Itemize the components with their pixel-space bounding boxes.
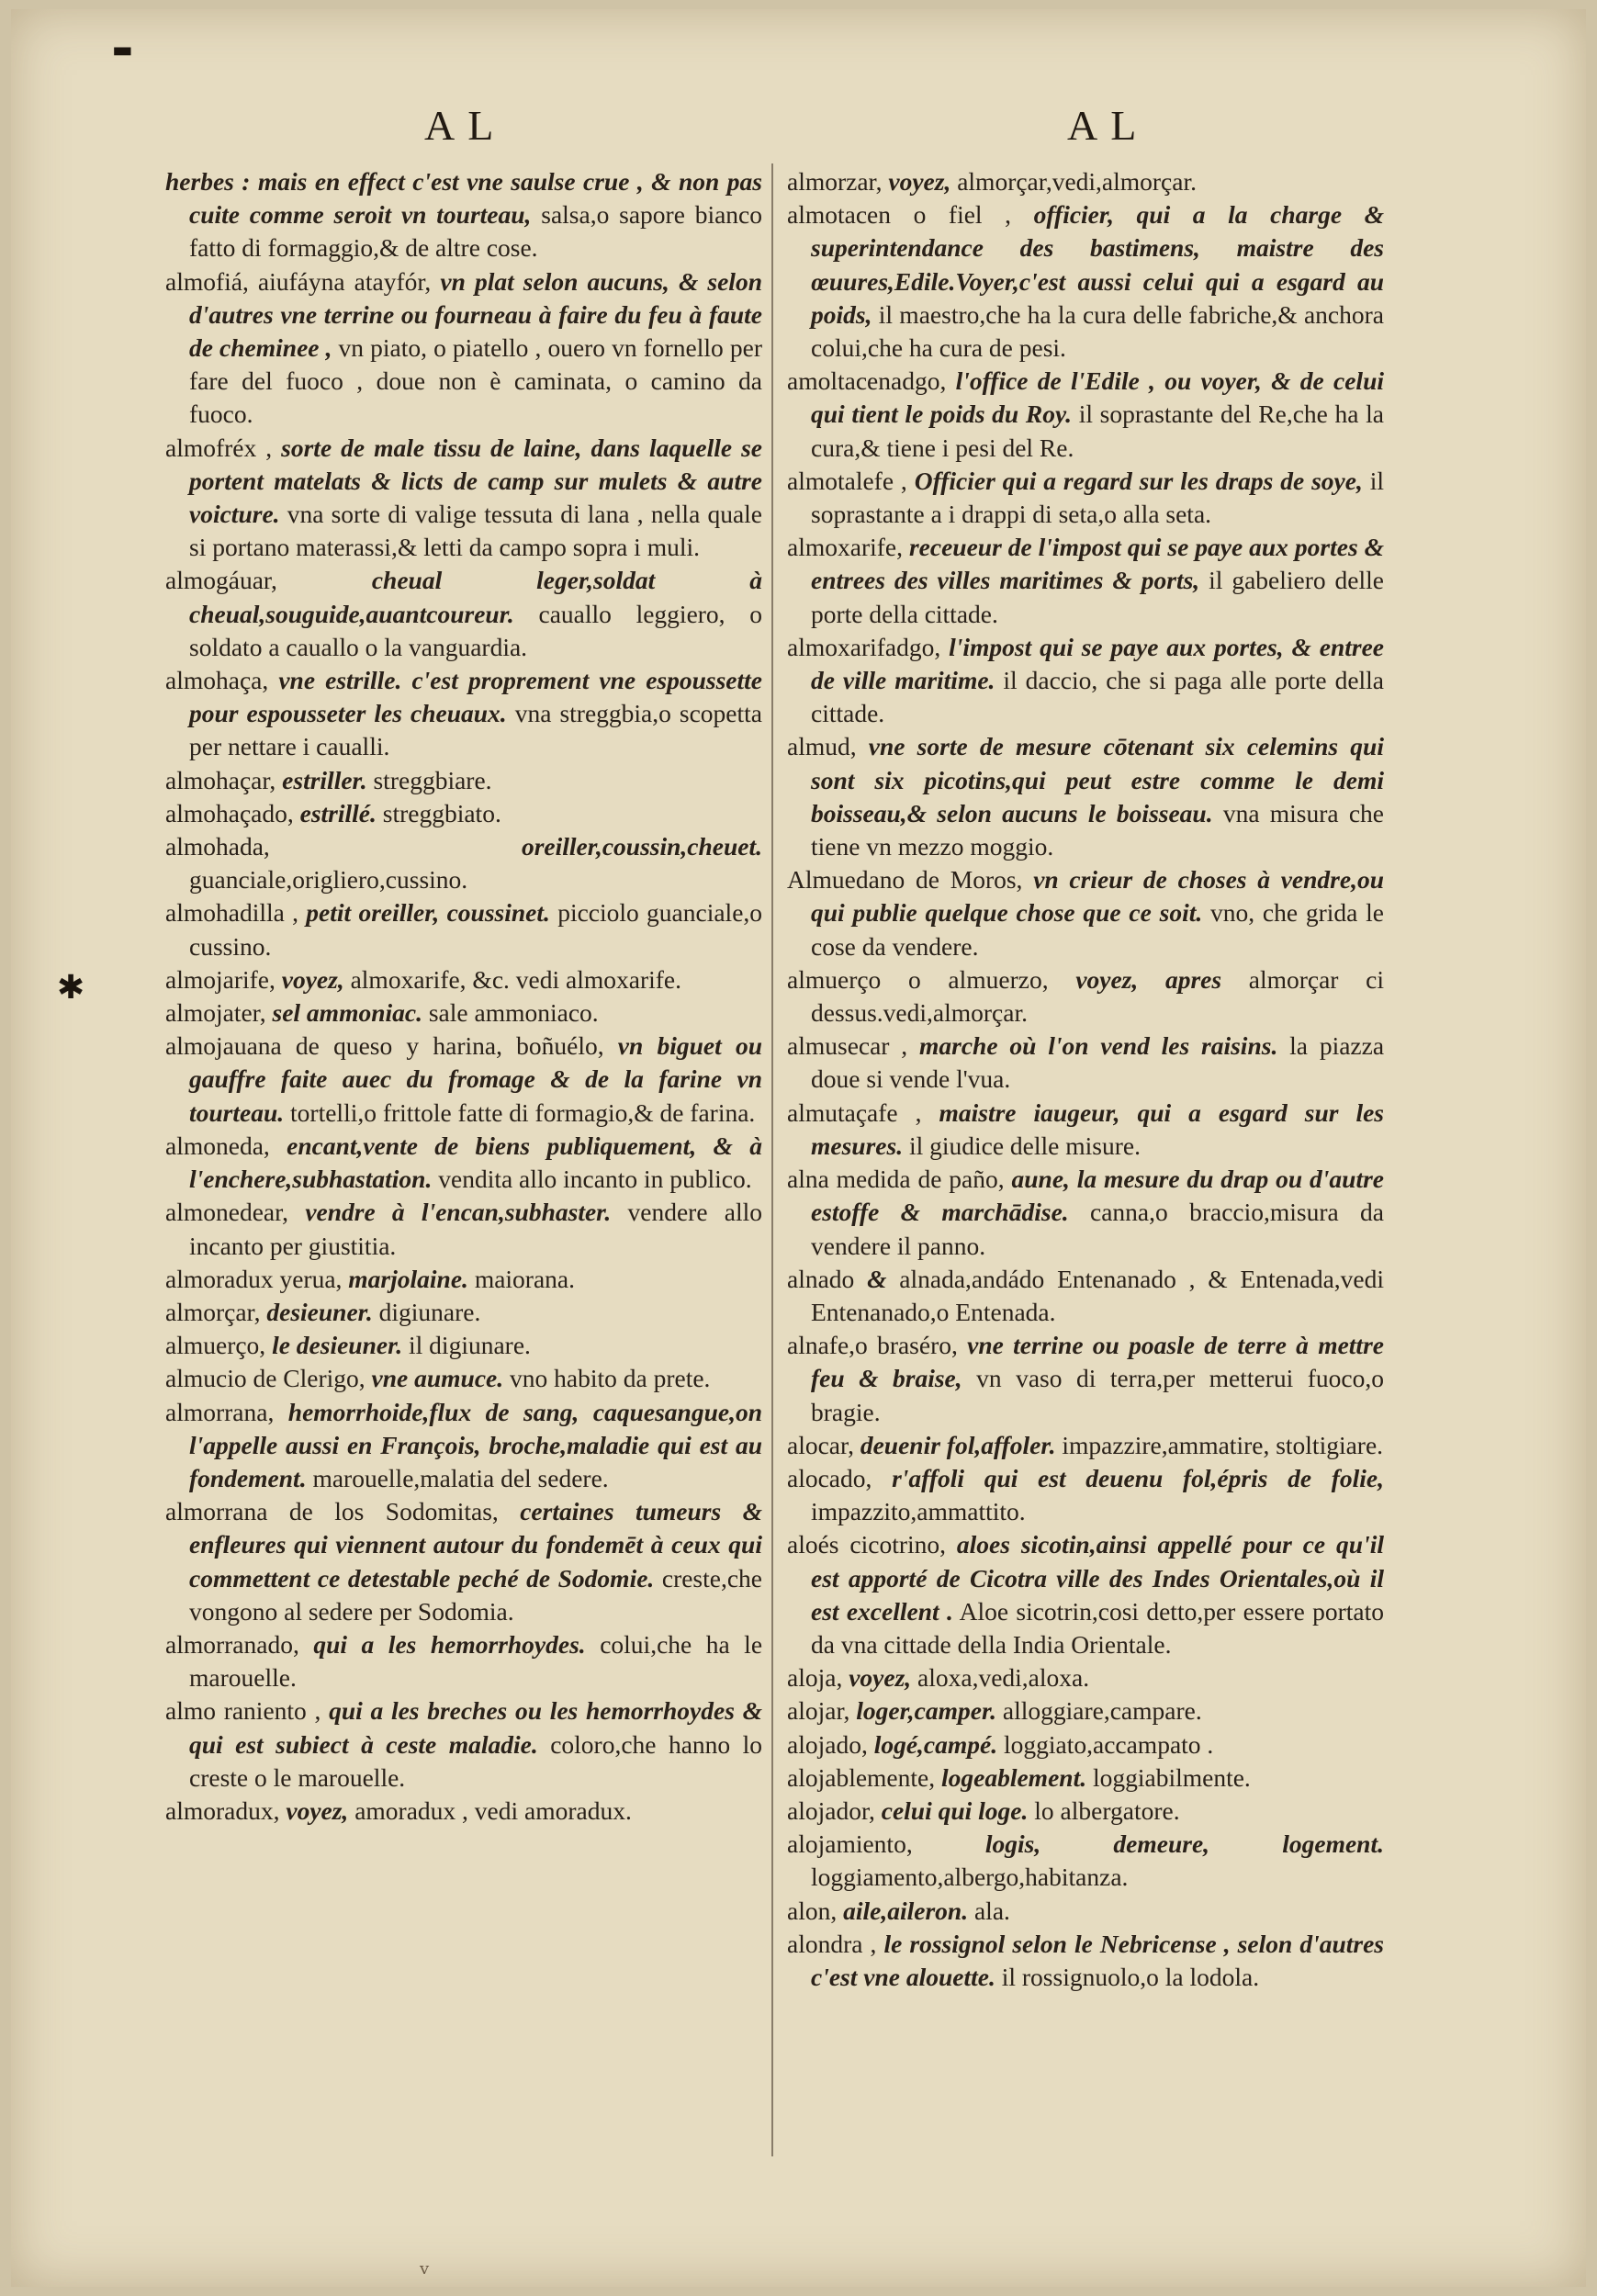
- entry-french: marjolaine.: [348, 1264, 468, 1293]
- entry-lemma: almotacen o fiel ,: [787, 200, 1012, 230]
- entry-french: l'impost qui se paye aux portes, & entree de ville maritime.: [811, 632, 1384, 695]
- entry-italian: almoxarife, &c. vedi almoxarife.: [350, 964, 681, 994]
- entry-italian: maiorana.: [474, 1264, 575, 1293]
- entry-lemma: almogáuar,: [165, 566, 277, 595]
- entry-italian: aloxa,vedi,aloxa.: [917, 1663, 1090, 1693]
- entry-lemma: almotalefe ,: [787, 466, 907, 495]
- entry-french: certaines tumeurs & enfleures qui viennent autour du fondemēt à ceux qui commettent ce detestable peché de Sodomie.: [189, 1497, 763, 1593]
- dictionary-entry: [165, 432, 762, 565]
- entry-lemma: almorçar,: [165, 1297, 261, 1326]
- dictionary-entry: [165, 564, 762, 664]
- entry-lemma: almojarife,: [165, 964, 276, 994]
- entry-italian: vn vaso di terra,per metterui fuoco,o bragie.: [811, 1364, 1384, 1426]
- entry-french: aile,aileron.: [843, 1896, 969, 1925]
- dictionary-entry: [165, 1495, 762, 1628]
- dictionary-entry: [787, 1761, 1384, 1795]
- entry-lemma: almojater,: [165, 998, 266, 1028]
- folio-mark: v: [420, 2259, 430, 2279]
- entry-italian: vna streggbia,o scopetta per nettare i caualli.: [189, 699, 762, 761]
- dictionary-entry: [787, 1030, 1384, 1096]
- entry-lemma: almofiá, aiufáyna atayfór,: [165, 266, 432, 296]
- entry-italian: il giudice delle misure.: [908, 1131, 1141, 1160]
- ink-blot-icon: ✱: [57, 969, 85, 1007]
- entry-lemma: alocado,: [787, 1463, 872, 1492]
- dictionary-entry: [165, 265, 762, 432]
- entry-lemma: almuerço o almuerzo,: [787, 964, 1049, 994]
- entry-italian: alnada,andádo Entenanado , & Entenada,vedi Entenanado,o Entenada.: [811, 1264, 1385, 1326]
- dictionary-entry: [165, 1130, 762, 1196]
- entry-french: voyez,: [286, 1795, 349, 1825]
- entry-french: maistre iaugeur, qui a esgard sur les mesures.: [811, 1097, 1385, 1160]
- entry-french: vn crieur de choses à vendre,ou qui publie quelque chose que ce soit.: [811, 865, 1384, 928]
- entry-italian: impazzito,ammattito.: [811, 1497, 1026, 1526]
- entry-lemma: almuerço,: [165, 1331, 266, 1360]
- dictionary-entry: [165, 1362, 762, 1395]
- dictionary-entry: [165, 764, 762, 797]
- entry-lemma: Almuedano de Moros,: [787, 865, 1023, 895]
- entry-lemma: almoneda,: [165, 1131, 270, 1160]
- entry-french: desieuner.: [266, 1297, 373, 1326]
- dictionary-entry: [165, 1628, 762, 1694]
- dictionary-entry: [787, 1694, 1384, 1728]
- entry-french: marche où l'on vend les raisins.: [919, 1031, 1278, 1061]
- entry-lemma: almorrana,: [165, 1397, 275, 1426]
- entry-italian: il rossignuolo,o la lodola.: [1001, 1962, 1260, 1991]
- entry-french: receueur de l'impost qui se paye aux portes & entrees des villes maritimes & ports,: [811, 533, 1384, 595]
- entry-french: vne estrille. c'est proprement vne espoussette pour espousseter les cheuaux.: [189, 666, 763, 728]
- entry-italian: ala.: [973, 1896, 1010, 1925]
- entry-french: le desieuner.: [272, 1331, 403, 1360]
- dictionary-entry: [787, 1097, 1384, 1163]
- entry-italian: sale ammoniaco.: [428, 998, 599, 1028]
- entry-italian: canna,o braccio,misura da vendere il panno.: [811, 1198, 1385, 1260]
- column-divider: [771, 163, 773, 2156]
- left-column: [165, 165, 762, 1828]
- dictionary-entry: [165, 996, 762, 1030]
- entry-lemma: almojauana de queso y harina, boñuélo,: [165, 1031, 604, 1061]
- entry-italian: il daccio, che si paga alle porte della cittade.: [811, 666, 1385, 728]
- dictionary-entry: [165, 896, 762, 962]
- entry-french: voyez, apres: [1075, 964, 1222, 994]
- entry-italian: tortelli,o frittole fatte di formagio,& de farina.: [290, 1097, 756, 1127]
- entry-french: logé,campé.: [873, 1729, 998, 1759]
- dictionary-entry: [787, 963, 1384, 1030]
- entry-french: aloes sicotin,ainsi appellé pour ce qu'il est apporté de Cicotra ville des Indes Orientales,où il est excellent .: [811, 1530, 1384, 1626]
- entry-french: Officier qui a regard sur les draps de soye,: [914, 466, 1363, 495]
- dictionary-page: [11, 9, 1586, 2287]
- entry-lemma: aloés cicotrino,: [787, 1530, 947, 1559]
- entry-italian: il digiunare.: [409, 1331, 531, 1360]
- entry-lemma: alojamiento,: [787, 1829, 913, 1859]
- entry-italian: la piazza doue si vende l'vua.: [811, 1031, 1385, 1094]
- entry-french: logeablement.: [940, 1762, 1087, 1792]
- entry-french: oreiller,coussin,cheuet.: [521, 832, 762, 861]
- entry-lemma: alojablemente,: [787, 1762, 936, 1792]
- dictionary-entry: [165, 165, 762, 265]
- entry-italian: Aloe sicotrin,cosi detto,per essere portato da vna cittade della India Orientale.: [811, 1596, 1385, 1659]
- entry-french: vne sorte de mesure cōtenant six celemins qui sont six picotins,qui peut estre comme le demi boisseau,& selon aucuns le boisseau.: [811, 732, 1384, 827]
- entry-lemma: almorranado,: [165, 1629, 299, 1659]
- dictionary-entry: [165, 1694, 762, 1795]
- entry-italian: almorçar ci dessus.vedi,almorçar.: [811, 964, 1384, 1028]
- entry-italian: il soprastante a i drappi di seta,o alla seta.: [811, 466, 1385, 529]
- dictionary-entry: [165, 1296, 762, 1329]
- entry-lemma: almoxarife,: [787, 533, 903, 562]
- entry-lemma: alna medida de paño,: [787, 1165, 1005, 1194]
- right-column: [787, 165, 1384, 1994]
- entry-italian: loggiato,accampato .: [1003, 1729, 1214, 1759]
- entry-french: vne aumuce.: [371, 1364, 504, 1393]
- entry-french: vne terrine ou poasle de terre à mettre feu & braise,: [811, 1331, 1384, 1393]
- entry-lemma: aloja,: [787, 1663, 843, 1693]
- entry-italian: cauallo leggiero, o soldato a cauallo o la vanguardia.: [189, 599, 763, 661]
- entry-lemma: almohaçado,: [165, 798, 294, 827]
- dictionary-entry: [165, 1030, 762, 1130]
- left-running-head: AL: [424, 102, 507, 149]
- dictionary-entry: [787, 1528, 1384, 1661]
- dictionary-entry: [165, 1196, 762, 1262]
- entry-italian: coloro,che hanno lo creste o le marouelle.: [189, 1729, 763, 1792]
- entry-french: celui qui loge.: [881, 1795, 1029, 1825]
- dictionary-entry: [165, 1329, 762, 1362]
- entry-lemma: alojado,: [787, 1729, 868, 1759]
- entry-lemma: almonedear,: [165, 1198, 289, 1227]
- entry-lemma: almohaça,: [165, 666, 269, 695]
- entry-french: l'office de l'Edile , ou voyer, & de celui qui tient le poids du Roy.: [811, 366, 1385, 429]
- entry-italian: alloggiare,campare.: [1002, 1696, 1202, 1726]
- entry-lemma: alojador,: [787, 1795, 875, 1825]
- entry-lemma: almutaçafe ,: [787, 1097, 922, 1127]
- entry-french: vendre à l'encan,subhaster.: [305, 1198, 612, 1227]
- entry-lemma: almorzar,: [787, 167, 883, 196]
- entry-lemma: almucio de Clerigo,: [165, 1364, 366, 1393]
- entry-italian: vno habito da prete.: [510, 1364, 711, 1393]
- entry-italian: picciolo guanciale,o cussino.: [189, 898, 763, 961]
- entry-lemma: almohada,: [165, 832, 270, 861]
- dictionary-entry: [165, 830, 762, 896]
- entry-lemma: alon,: [787, 1896, 838, 1925]
- entry-italian: guanciale,origliero,cussino.: [189, 865, 468, 895]
- entry-italian: salsa,o sapore bianco fatto di formaggio,& de altre cose.: [189, 200, 763, 263]
- dictionary-entry: [787, 1329, 1384, 1429]
- entry-french: r'affoli qui est deuenu fol,épris de folie,: [892, 1463, 1385, 1492]
- entry-lemma: alnado: [787, 1264, 855, 1293]
- entry-italian: il maestro,che ha la cura delle fabriche,& anchora colui,che ha cura de pesi.: [811, 299, 1385, 363]
- dictionary-entry: [787, 1263, 1384, 1329]
- dictionary-entry: [165, 1795, 762, 1828]
- entry-lemma: almorrana de los Sodomitas,: [165, 1497, 499, 1526]
- entry-lemma: amoltacenadgo,: [787, 366, 947, 396]
- entry-lemma: almud,: [787, 732, 857, 761]
- dictionary-entry: [165, 963, 762, 996]
- entry-french: qui a les breches ou les hemorrhoydes & qui est subiect à ceste maladie.: [189, 1696, 763, 1759]
- dictionary-entry: [787, 465, 1384, 531]
- entry-italian: il gabeliero delle porte della cittade.: [811, 566, 1384, 628]
- dictionary-entry: [787, 365, 1384, 465]
- entry-french: sorte de male tissu de laine, dans laquelle se portent matelats & licts de camp sur mulets & autre voicture.: [189, 433, 762, 529]
- entry-italian: impazzire,ammatire, stoltigiare.: [1062, 1430, 1384, 1459]
- entry-italian: il soprastante del Re,che ha la cura,& tiene i pesi del Re.: [811, 400, 1384, 462]
- entry-french: deuenir fol,affoler.: [860, 1430, 1056, 1459]
- entry-italian: streggbiare.: [373, 765, 492, 794]
- entry-lemma: alojar,: [787, 1696, 850, 1726]
- dictionary-entry: [787, 1828, 1384, 1894]
- dictionary-entry: [787, 1728, 1384, 1761]
- dictionary-entry: [787, 1163, 1384, 1263]
- entry-french: herbes : mais en effect c'est vne saulse crue , & non pas cuite comme seroit vn tourteau,: [165, 167, 762, 230]
- entry-italian: amoradux , vedi amoradux.: [354, 1795, 632, 1825]
- dictionary-entry: [165, 797, 762, 830]
- entry-french: sel ammoniac.: [272, 998, 422, 1028]
- entry-italian: vna misura che tiene vn mezzo moggio.: [811, 798, 1385, 861]
- entry-italian: creste,che vongono al sedere per Sodomia.: [189, 1563, 763, 1626]
- entry-french: vn biguet ou gauffre faite auec du fromage & de la farine vn tourteau.: [189, 1031, 762, 1127]
- dictionary-entry: [787, 1895, 1384, 1928]
- entry-italian: streggbiato.: [382, 798, 501, 827]
- entry-italian: colui,che ha le marouelle.: [189, 1629, 763, 1693]
- dictionary-entry: [165, 1263, 762, 1296]
- entry-french: voyez,: [849, 1663, 912, 1693]
- entry-french: voyez,: [281, 964, 344, 994]
- entry-italian: loggiamento,albergo,habitanza.: [811, 1863, 1129, 1892]
- entry-french: &: [867, 1264, 887, 1293]
- entry-french: logis, demeure, logement.: [984, 1829, 1384, 1859]
- dictionary-entry: [165, 1396, 762, 1496]
- entry-lemma: almofréx ,: [165, 433, 273, 462]
- entry-lemma: almoradux yerua,: [165, 1264, 343, 1293]
- dictionary-entry: [787, 198, 1384, 365]
- dictionary-entry: [787, 1661, 1384, 1694]
- right-running-head: AL: [1067, 102, 1150, 149]
- entry-italian: vna sorte di valige tessuta di lana , nella quale si portano materassi,& letti da campo sopra i muli.: [189, 500, 763, 562]
- dictionary-entry: [165, 664, 762, 764]
- entry-lemma: almo raniento ,: [165, 1696, 321, 1726]
- dictionary-entry: [787, 730, 1384, 863]
- entry-french: qui a les hemorrhoydes.: [313, 1629, 586, 1659]
- entry-italian: loggiabilmente.: [1092, 1762, 1251, 1792]
- entry-lemma: almohadilla ,: [165, 898, 298, 928]
- entry-italian: marouelle,malatia del sedere.: [312, 1463, 609, 1492]
- entry-lemma: alocar,: [787, 1430, 854, 1459]
- entry-italian: vendere allo incanto per giustitia.: [189, 1198, 763, 1260]
- entry-italian: almorçar,vedi,almorçar.: [957, 167, 1197, 196]
- dictionary-entry: [787, 631, 1384, 731]
- dictionary-entry: [787, 1462, 1384, 1528]
- entry-lemma: almoxarifadgo,: [787, 632, 941, 661]
- entry-french: loger,camper.: [856, 1696, 997, 1726]
- entry-french: petit oreiller, coussinet.: [306, 898, 550, 928]
- entry-french: estrillé.: [299, 798, 377, 827]
- entry-french: encant,vente de biens publiquement, & à l'enchere,subhastation.: [189, 1131, 762, 1194]
- entry-italian: digiunare.: [378, 1297, 481, 1326]
- entry-french: estriller.: [282, 765, 367, 794]
- entry-lemma: almohaçar,: [165, 765, 276, 794]
- entry-italian: vendita allo incanto in publico.: [438, 1165, 752, 1194]
- entry-lemma: almusecar ,: [787, 1031, 908, 1061]
- entry-french: hemorrhoide,flux de sang, caquesangue,on l'appelle aussi en François, broche,maladie qui est au fondement.: [189, 1397, 762, 1492]
- dictionary-entry: [787, 165, 1384, 198]
- entry-french: aune, la mesure du drap ou d'autre estoffe & marchādise.: [811, 1165, 1385, 1227]
- dictionary-entry: [787, 863, 1384, 963]
- entry-lemma: almoradux,: [165, 1795, 280, 1825]
- entry-lemma: alnafe,o braséro,: [787, 1331, 958, 1360]
- entry-french: officier, qui a la charge & superintendance des bastimens, maistre des œuures,Edile.Voyer,c'est aussi celui qui a esgard au poids,: [811, 200, 1385, 329]
- entry-italian: vn piato, o piatello , ouero vn fornello per fare del fuoco , doue non è caminata, o camino da fuoco.: [189, 333, 762, 429]
- entry-french: vn plat selon aucuns, & selon d'autres vne terrine ou fourneau à faire du feu à faute de cheminee ,: [189, 266, 762, 363]
- entry-french: le rossignol selon le Nebricense , selon d'autres c'est vne alouette.: [811, 1929, 1385, 1991]
- entry-italian: vno, che grida le cose da vendere.: [811, 898, 1384, 961]
- entry-french: cheual leger,soldat à cheual,souguide,auantcoureur.: [189, 566, 762, 628]
- entry-french: voyez,: [888, 167, 951, 196]
- ink-smudge-icon: ▬: [112, 37, 133, 62]
- dictionary-entry: [787, 531, 1384, 631]
- dictionary-entry: [787, 1928, 1384, 1994]
- entry-lemma: alondra ,: [787, 1929, 877, 1958]
- entry-italian: lo albergatore.: [1034, 1795, 1180, 1825]
- dictionary-entry: [787, 1795, 1384, 1828]
- dictionary-entry: [787, 1429, 1384, 1462]
